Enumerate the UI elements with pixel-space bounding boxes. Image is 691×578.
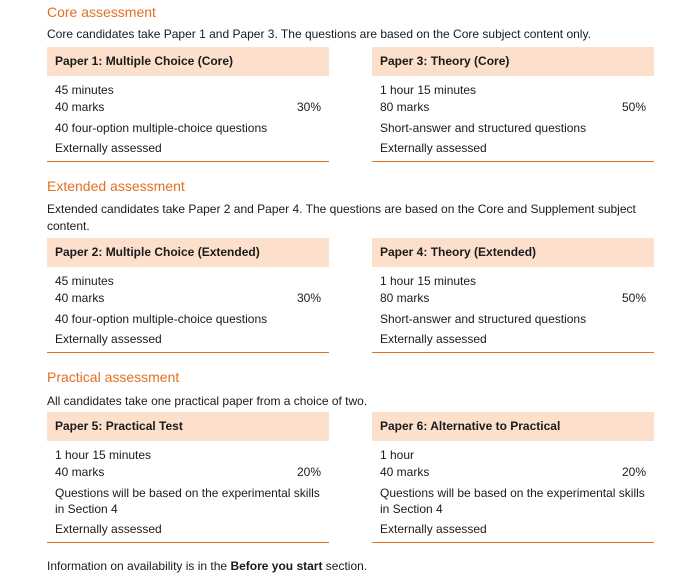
paper-1-card	[47, 47, 329, 162]
paper-1-description: 40 four-option multiple-choice questions	[55, 121, 268, 135]
paper-1-assessment: Externally assessed	[55, 141, 162, 155]
paper-2-heading: Paper 2: Multiple Choice (Extended)	[47, 238, 329, 267]
paper-2-assessment: Externally assessed	[55, 332, 162, 346]
paper-3-card	[372, 47, 654, 162]
paper-5-heading: Paper 5: Practical Test	[47, 412, 329, 441]
paper-4-marks: 80 marks	[380, 291, 430, 305]
paper-6-weighting: 20%	[621, 465, 646, 479]
paper-5-marks: 40 marks	[55, 465, 105, 479]
practical-section-title: Practical assessment	[47, 369, 180, 385]
paper-4-assessment: Externally assessed	[380, 332, 487, 346]
paper-3-heading: Paper 3: Theory (Core)	[372, 47, 654, 76]
paper-3-duration: 1 hour 15 minutes	[380, 83, 477, 97]
core-section-title: Core assessment	[47, 4, 156, 20]
paper-4-body	[372, 267, 654, 353]
paper-5-description: Questions will be based on the experimental skills in Section 4	[55, 486, 320, 516]
extended-intro: Extended candidates take Paper 2 and Paper 4. The questions are based on the Core and Supplement subject content.	[47, 202, 636, 233]
paper-1-body	[47, 76, 329, 162]
availability-note	[47, 558, 367, 575]
paper-5-body	[47, 441, 329, 543]
paper-3-body	[372, 76, 654, 162]
paper-1-marks: 40 marks	[55, 100, 105, 114]
paper-1-duration: 45 minutes	[55, 83, 114, 97]
paper-1-weighting: 30%	[296, 100, 321, 114]
paper-5-card	[47, 412, 329, 543]
paper-2-description: 40 four-option multiple-choice questions	[55, 312, 268, 326]
paper-5-weighting: 20%	[296, 465, 321, 479]
paper-3-description: Short-answer and structured questions	[380, 121, 587, 135]
paper-2-weighting: 30%	[296, 291, 321, 305]
paper-5-assessment: Externally assessed	[55, 522, 162, 536]
paper-4-description: Short-answer and structured questions	[380, 312, 587, 326]
paper-2-duration: 45 minutes	[55, 274, 114, 288]
paper-6-description: Questions will be based on the experimental skills in Section 4	[380, 486, 645, 516]
paper-6-assessment: Externally assessed	[380, 522, 487, 536]
paper-4-duration: 1 hour 15 minutes	[380, 274, 477, 288]
before-you-start-reference: Before you start	[230, 559, 323, 573]
availability-note-prefix: Information on availability is in the	[47, 559, 231, 573]
paper-4-weighting: 50%	[621, 291, 646, 305]
availability-note-suffix: section.	[322, 559, 368, 573]
paper-6-marks: 40 marks	[380, 465, 430, 479]
core-intro: Core candidates take Paper 1 and Paper 3. The questions are based on the Core subject content only.	[47, 27, 591, 41]
paper-2-card	[47, 238, 329, 353]
paper-3-marks: 80 marks	[380, 100, 430, 114]
paper-4-card	[372, 238, 654, 353]
extended-section-title: Extended assessment	[47, 178, 185, 194]
paper-3-weighting: 50%	[621, 100, 646, 114]
practical-intro: All candidates take one practical paper from a choice of two.	[47, 394, 368, 408]
paper-6-body	[372, 441, 654, 543]
paper-2-body	[47, 267, 329, 353]
paper-4-heading: Paper 4: Theory (Extended)	[372, 238, 654, 267]
paper-6-duration: 1 hour	[380, 448, 415, 462]
paper-2-marks: 40 marks	[55, 291, 105, 305]
paper-5-duration: 1 hour 15 minutes	[55, 448, 152, 462]
paper-3-assessment: Externally assessed	[380, 141, 487, 155]
paper-6-card	[372, 412, 654, 543]
paper-6-heading: Paper 6: Alternative to Practical	[372, 412, 654, 441]
paper-1-heading: Paper 1: Multiple Choice (Core)	[47, 47, 329, 76]
